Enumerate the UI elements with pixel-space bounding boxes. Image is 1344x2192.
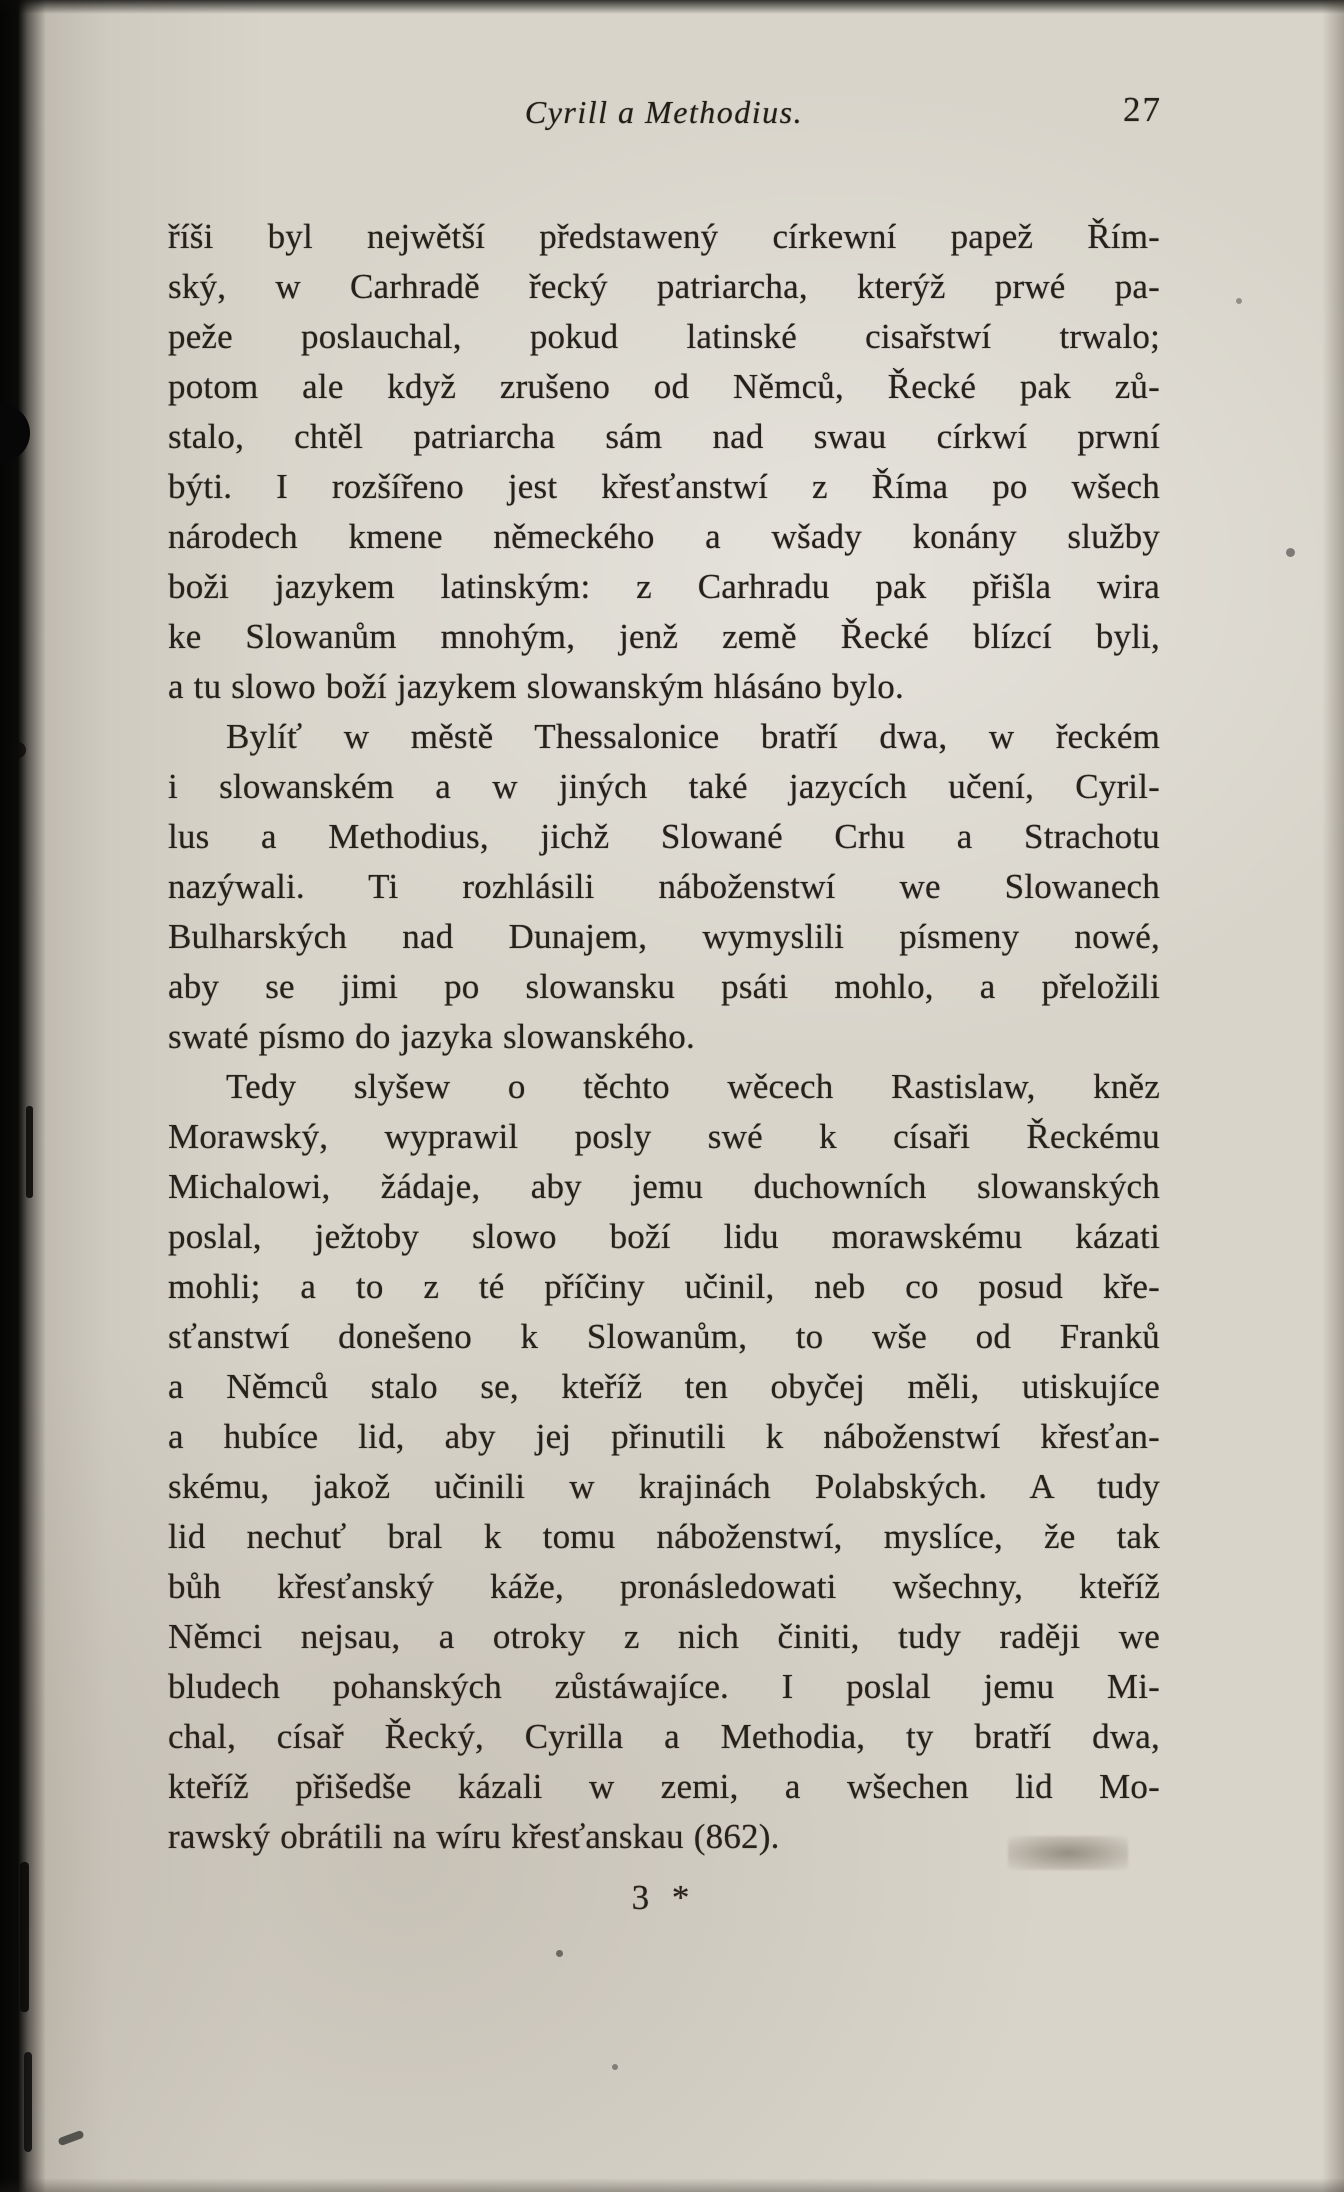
scan-edge-top xyxy=(0,0,1344,14)
text-line: a hubíce lid, aby jej přinutili k náboženstwí křesťan- xyxy=(168,1417,1160,1456)
text-line: lid nechuť bral k tomu náboženstwí, myslíce, že tak xyxy=(168,1517,1160,1556)
text-line: býti. I rozšířeno jest křesťanstwí z Říma po wšech xyxy=(168,467,1160,506)
scan-artifact xyxy=(1286,548,1295,557)
text-line: kteříž přišedše kázali w zemi, a wšechen lid Mo- xyxy=(168,1767,1160,1806)
paragraph xyxy=(168,1062,1160,1862)
scan-artifact xyxy=(612,2064,618,2070)
text-line: skému, jakož učinili w krajinách Polabských. A tudy xyxy=(168,1467,1160,1506)
text-line: potom ale když zrušeno od Němců, Řecké pak zů- xyxy=(168,367,1160,406)
text-block xyxy=(168,90,1162,1918)
text-line: sťanstwí donešeno k Slowanům, to wše od Franků xyxy=(168,1317,1160,1356)
paragraph xyxy=(168,212,1160,712)
scan-artifact xyxy=(1236,298,1242,304)
running-header-title: Cyrill a Methodius. xyxy=(524,94,804,130)
scan-artifact xyxy=(20,1862,29,2012)
text-line: Tedy slyšew o těchto wěcech Rastislaw, kněz xyxy=(226,1067,1160,1106)
signature-mark: 3 * xyxy=(631,1878,697,1917)
text-line: ský, w Carhradě řecký patriarcha, kterýž prwé pa- xyxy=(168,267,1160,306)
scan-artifact xyxy=(10,742,26,758)
text-line: chal, císař Řecký, Cyrilla a Methodia, ty bratří dwa, xyxy=(168,1717,1160,1756)
scan-edge-bottom xyxy=(0,2178,1344,2192)
text-line: ke Slowanům mnohým, jenž země Řecké blízcí byli, xyxy=(168,617,1160,656)
paragraph xyxy=(168,712,1160,1062)
text-line: a Němců stalo se, kteříž ten obyčej měli, utiskujíce xyxy=(168,1367,1160,1406)
text-line: peže poslauchal, pokud latinské cisařstwí trwalo; xyxy=(168,317,1160,356)
text-line: Němci nejsau, a otroky z nich činiti, tudy raději we xyxy=(168,1617,1160,1656)
text-line: lus a Methodius, jichž Slowané Crhu a Strachotu xyxy=(168,817,1160,856)
text-line: stalo, chtěl patriarcha sám nad swau církwí prwní xyxy=(168,417,1160,456)
text-line: bůh křesťanský káže, pronásledowati wšechny, kteříž xyxy=(168,1567,1160,1606)
scan-artifact xyxy=(556,1950,563,1957)
scan-artifact xyxy=(1008,1836,1128,1870)
text-line: národech kmene německého a wšady konány služby xyxy=(168,517,1160,556)
text-line: poslal, ježtoby slowo boží lidu morawskému kázati xyxy=(168,1217,1160,1256)
text-line: bludech pohanských zůstáwajíce. I poslal jemu Mi- xyxy=(168,1667,1160,1706)
text-line: i slowanském a w jiných také jazycích učení, Cyril- xyxy=(168,767,1160,806)
scan-edge-right xyxy=(1322,0,1344,2192)
text-line: Morawský, wyprawil posly swé k císaři Řeckému xyxy=(168,1117,1160,1156)
text-line: Bulharských nad Dunajem, wymyslili písmeny nowé, xyxy=(168,917,1160,956)
running-header xyxy=(168,90,1162,140)
text-line: říši byl nejwětší předstawený církewní papež Řím- xyxy=(168,217,1160,256)
scan-artifact xyxy=(26,1106,33,1198)
text-line: rawský obrátili na wíru křesťanskau (862). xyxy=(168,1817,780,1856)
text-line: nazýwali. Ti rozhlásili náboženstwí we Slowanech xyxy=(168,867,1160,906)
text-line: Bylíť w městě Thessalonice bratří dwa, w řeckém xyxy=(226,717,1160,756)
page-number: 27 xyxy=(1123,90,1162,129)
text-line: mohli; a to z té příčiny učinil, neb co posud kře- xyxy=(168,1267,1160,1306)
body-text xyxy=(168,212,1160,1862)
text-line: a tu slowo boží jazykem slowanským hlásáno bylo. xyxy=(168,667,904,706)
text-line: Michalowi, žádaje, aby jemu duchowních slowanských xyxy=(168,1167,1160,1206)
scan-artifact xyxy=(24,2052,32,2152)
scan-artifact xyxy=(57,2130,84,2146)
text-line: swaté písmo do jazyka slowanského. xyxy=(168,1017,695,1056)
text-line: boži jazykem latinským: z Carhradu pak přišla wira xyxy=(168,567,1160,606)
text-line: aby se jimi po slowansku psáti mohlo, a přeložili xyxy=(168,967,1160,1006)
